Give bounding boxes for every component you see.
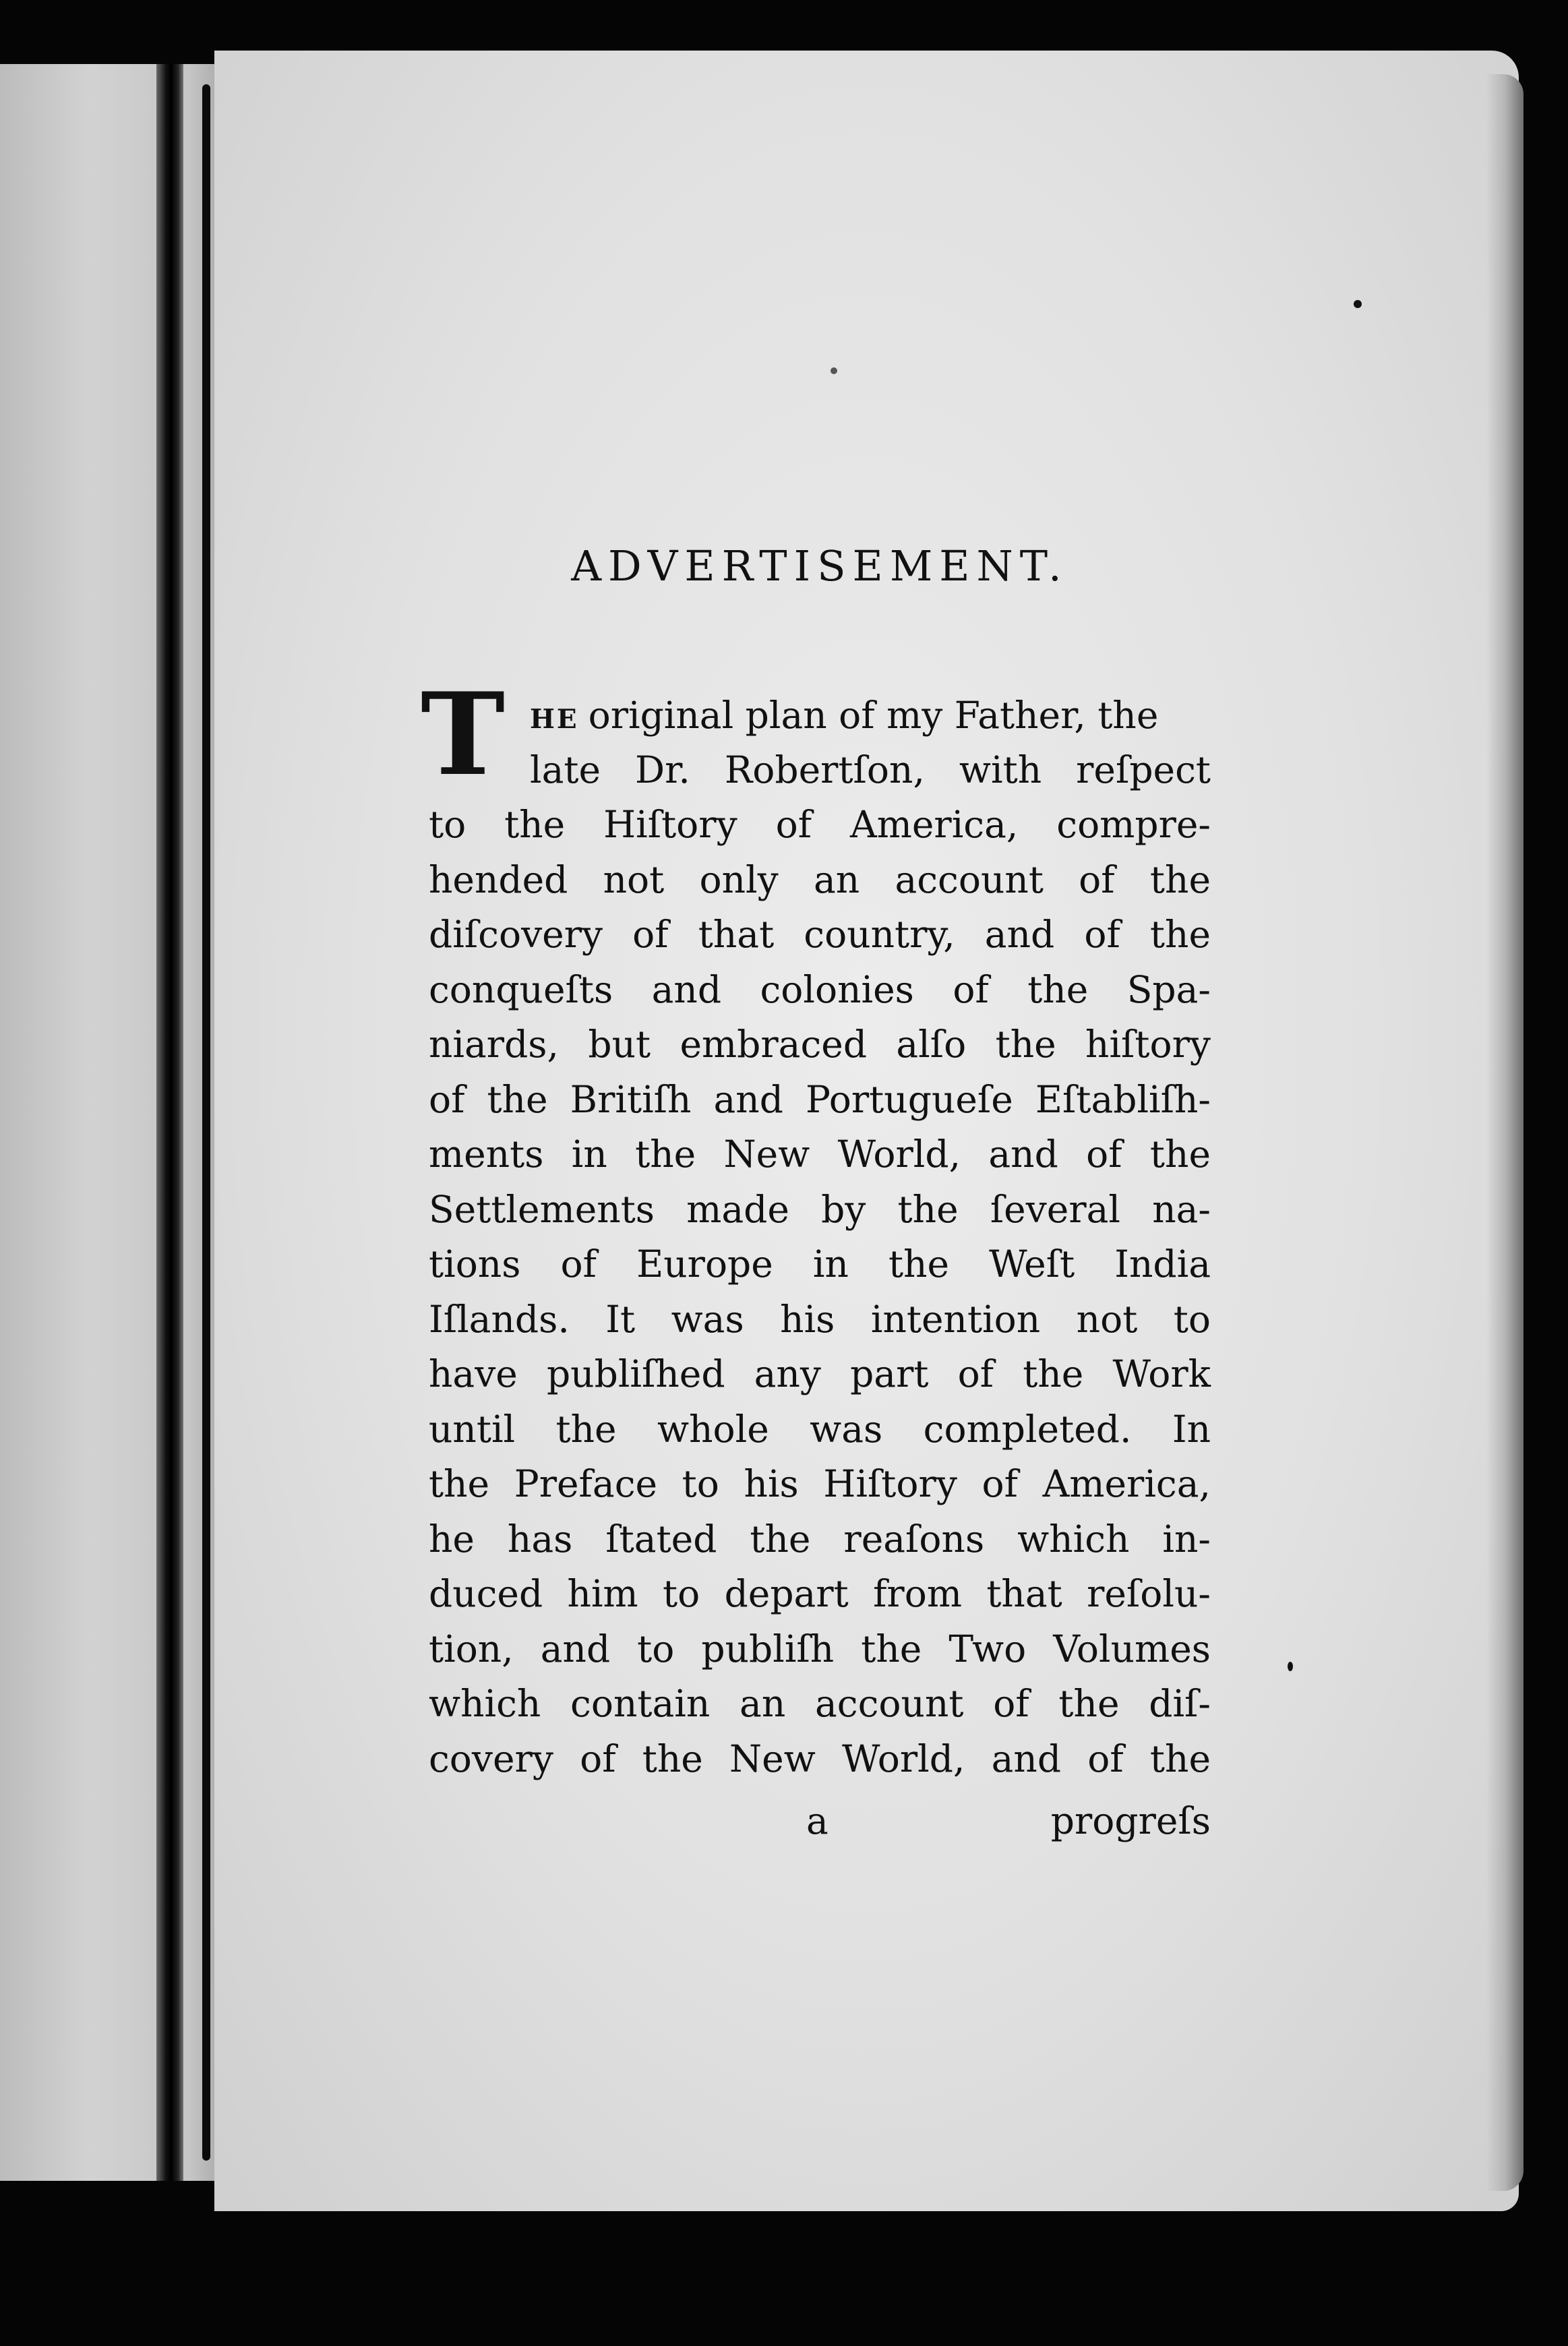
text-block: [421, 539, 1211, 1851]
text-line-text: original plan of my Father, the: [588, 694, 1159, 737]
page-footer: [429, 1791, 1211, 1851]
text-line: Iſlands. It was his intention not to: [429, 1297, 1211, 1341]
speck: [1354, 300, 1362, 308]
text-line: niards, but embraced alſo the hiſtory: [429, 1023, 1211, 1066]
catchword: progreſs: [1050, 1799, 1211, 1842]
text-line: have publiſhed any part of the Work: [429, 1352, 1211, 1395]
text-line: hended not only an account of the: [429, 858, 1211, 901]
text-line: Settlements made by the ſeveral na-: [429, 1187, 1211, 1231]
text-line: to the Hiſtory of America, compre-: [429, 803, 1211, 846]
left-page: [0, 64, 222, 2181]
lead-small-caps: he: [530, 693, 579, 737]
advertisement-body: [421, 667, 1211, 1786]
speck: [831, 367, 837, 374]
text-line: covery of the New World, and of the: [429, 1737, 1211, 1780]
text-line: until the whole was completed. In: [429, 1407, 1211, 1451]
text-line: duced him to depart from that reſolu-: [429, 1572, 1211, 1615]
binding-gutter: [156, 64, 183, 2181]
text-line: diſcovery of that country, and of the: [429, 913, 1211, 956]
text-line: tion, and to publiſh the Two Volumes: [429, 1627, 1211, 1671]
text-line: which contain an account of the diſ-: [429, 1682, 1211, 1725]
text-line: late Dr. Robertſon, with reſpect: [530, 748, 1211, 791]
text-line-content: [530, 688, 1158, 743]
text-line: the Preface to his Hiſtory of America,: [429, 1462, 1211, 1505]
text-line: tions of Europe in the Weſt India: [429, 1242, 1211, 1286]
text-line: ments in the New World, and of the: [429, 1133, 1211, 1176]
signature-mark: a: [806, 1799, 828, 1842]
text-line: conqueſts and colonies of the Spa-: [429, 967, 1211, 1011]
page-heading: ADVERTISEMENT.: [571, 541, 1068, 591]
speck: [1288, 1662, 1293, 1671]
text-line: of the Britiſh and Portugueſe Eſtabliſh-: [429, 1077, 1211, 1121]
drop-cap: T: [421, 667, 506, 801]
gutter-fold: [202, 84, 210, 2161]
text-line: [429, 688, 1211, 743]
page-edge-shadow: [1486, 74, 1524, 2191]
text-line: he has ſtated the reaſons which in-: [429, 1517, 1211, 1561]
